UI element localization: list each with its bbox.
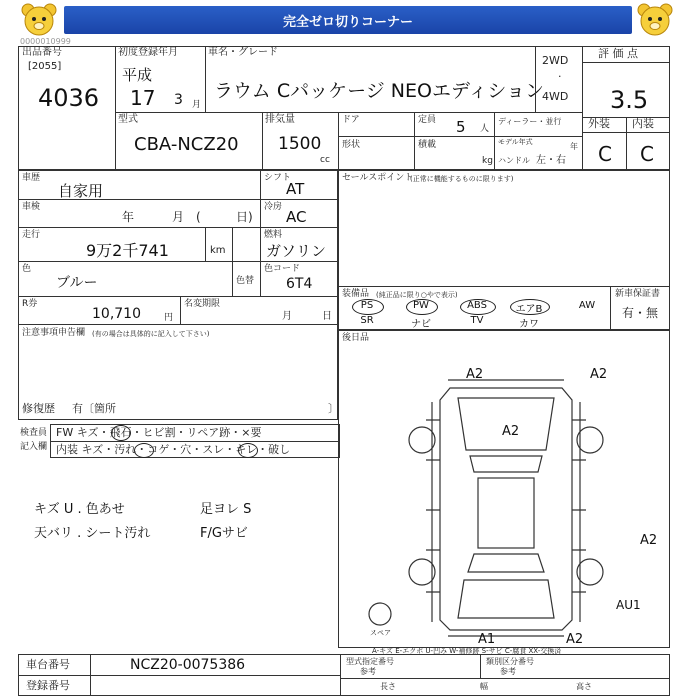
spare-wheel <box>369 603 391 625</box>
handwritten-1b: 足ヨレ S <box>200 502 252 517</box>
equipment-label: 装備品 <box>342 289 370 299</box>
registration-month-unit: 月 <box>192 100 202 110</box>
capacity-label: 定員 <box>418 115 437 125</box>
shape-label: 形状 <box>342 140 361 150</box>
page-banner: 完全ゼロ切りコーナー <box>64 6 632 34</box>
equip-airbag: エアB <box>515 304 543 315</box>
model-value: CBA-NCZ20 <box>134 134 239 155</box>
rear-label: 後日品 <box>342 333 370 343</box>
mark-rear-right: A2 <box>566 632 584 647</box>
recycle-unit: 円 <box>164 313 174 323</box>
registration-label: 初度登録年月 <box>118 47 178 58</box>
color-label: 色 <box>22 264 32 274</box>
wheel-front-right <box>577 427 603 453</box>
car-name: ラウム Cパッケージ NEOエディション <box>214 80 545 102</box>
score-label: 評 価 点 <box>598 47 638 60</box>
recycle-label: R券 <box>22 299 38 309</box>
equip-aw: AW <box>578 300 596 311</box>
equip-sr: SR <box>360 315 374 326</box>
equip-pw: PW <box>413 300 429 311</box>
doors-label: ドア <box>342 115 360 125</box>
mark-front-left: A2 <box>466 367 484 382</box>
mark-rear-quarter: AU1 <box>616 598 641 612</box>
type-designation-label: 型式指定番号 <box>346 657 394 666</box>
capacity-value: 5 <box>456 118 466 136</box>
color-value: ブルー <box>56 275 98 291</box>
aircon-value: AC <box>286 208 307 226</box>
aircon-label: 冷房 <box>264 202 283 212</box>
chassis-label: 車台番号 <box>26 658 70 671</box>
exterior-label: 外装 <box>588 117 610 130</box>
inspection-label: 車検 <box>22 202 41 212</box>
mileage-unit: km <box>210 245 226 256</box>
registration-year: 17 <box>130 86 156 110</box>
fuel-value: ガソリン <box>266 242 327 260</box>
displacement-label: 排気量 <box>265 114 295 125</box>
equip-ps: PS <box>360 300 374 311</box>
mark-right-side: A2 <box>640 533 658 548</box>
handwritten-2a: 天バリ . シート汚れ <box>34 526 151 541</box>
inspector-label-2: 記入欄 <box>20 442 48 452</box>
fuel-label: 燃料 <box>264 230 283 240</box>
handle-value: 左・右 <box>536 155 566 166</box>
top-faint-number: 0000010999 <box>20 37 71 46</box>
shift-value: AT <box>286 180 305 198</box>
dim-width: 幅 <box>480 682 488 691</box>
color-code-label: 色コード <box>264 264 301 274</box>
load-label: 積載 <box>418 140 437 150</box>
diagram-legend: A-キズ E-エクボ U-凹み W-補修跡 S-サビ C-腐食 XX-交換済 <box>372 647 562 655</box>
sales-point-note: (正常に機能するものに限ります) <box>410 175 514 183</box>
wheel-rear-left <box>409 559 435 585</box>
bear-mascot-icon-right <box>636 2 674 38</box>
inspection-month: 月 <box>172 210 185 224</box>
capacity-unit: 人 <box>480 124 490 134</box>
registration-era: 平成 <box>122 66 153 84</box>
class-number-label: 類別区分番号 <box>486 657 534 666</box>
warranty-value: 有・無 <box>622 306 659 320</box>
inspector-label: 検査員 <box>20 428 48 438</box>
class-number-ref: 参考 <box>500 667 516 676</box>
equip-abs: ABS <box>467 300 487 311</box>
interior-label: 内装 <box>632 117 654 130</box>
mark-hood: A2 <box>502 424 520 439</box>
drive-4wd: 4WD <box>542 90 569 103</box>
wheel-rear-right <box>577 559 603 585</box>
spare-label: スペア <box>370 629 391 637</box>
type-designation-ref: 参考 <box>360 667 376 676</box>
model-year-label: モデル年式 <box>498 138 533 146</box>
chassis-value: NCZ20-0075386 <box>130 657 246 673</box>
inspection-day: 日) <box>236 210 253 224</box>
warranty-label: 新車保証書 <box>615 289 661 299</box>
equip-tv: TV <box>470 315 484 326</box>
handwritten-1a: キズ U . 色あせ <box>34 502 125 517</box>
mark-front-right: A2 <box>590 367 608 382</box>
model-label: 型式 <box>118 114 138 125</box>
history-value: 自家用 <box>58 182 104 200</box>
lot-number: 4036 <box>38 84 100 112</box>
repair-close: 〕 <box>328 402 339 415</box>
handle-label: ハンドル <box>498 156 530 165</box>
sales-point-label: セールスポイント <box>342 173 414 183</box>
displacement-value: 1500 <box>278 134 322 154</box>
lot-label: 出品番号 <box>22 47 62 58</box>
repair-label: 修復歴 <box>22 402 55 415</box>
plate-label: 登録番号 <box>26 679 70 692</box>
sales-frame <box>338 170 670 330</box>
mileage-value: 9万2千741 <box>86 241 169 260</box>
inspection-day-open: ( <box>196 210 201 224</box>
repair-value: 有〔箇所 <box>72 402 116 415</box>
mileage-label: 走行 <box>22 230 41 240</box>
equip-navi: ナビ <box>411 319 431 330</box>
inspector-row-1: FW キズ・飛石・ヒビ割・リペア跡・×要 <box>56 426 262 439</box>
score-value: 3.5 <box>610 86 649 114</box>
history-label: 車歴 <box>22 173 41 183</box>
dim-length: 長さ <box>380 682 396 691</box>
shift-label: シフト <box>264 173 292 183</box>
color-change-label: 色替 <box>236 276 255 286</box>
handwritten-2b: F/Gサビ <box>200 526 248 541</box>
notes-sub: (有の場合は具体的に記入して下さい) <box>92 330 210 338</box>
exterior-grade: C <box>598 142 612 166</box>
inspection-year: 年 <box>122 210 135 224</box>
notes-label: 注意事項申告欄 <box>22 328 86 338</box>
load-unit: kg <box>482 156 493 166</box>
dim-height: 高さ <box>576 682 592 691</box>
mark-rear-left: A1 <box>478 632 496 647</box>
deadline-label: 名変期限 <box>184 299 221 309</box>
equipment-note: (純正品に限り○やで表示) <box>376 291 458 299</box>
car-name-label: 車名・グレード <box>208 47 278 58</box>
registration-month: 3 <box>174 92 183 108</box>
inspector-row-2: 内装 キズ・汚れ・コゲ・穴・スレ・キレ・破し <box>56 443 291 456</box>
recycle-value: 10,710 <box>92 306 141 322</box>
wheel-front-left <box>409 427 435 453</box>
dealer-label: ディーラー・並行 <box>498 117 562 126</box>
deadline-day: 日 <box>322 311 332 322</box>
interior-grade: C <box>640 142 654 166</box>
bear-mascot-icon-left <box>20 2 58 38</box>
color-code: 6T4 <box>286 276 313 292</box>
displacement-unit: cc <box>320 155 330 165</box>
equip-leather: カワ <box>519 319 539 330</box>
deadline-month: 月 <box>282 311 292 322</box>
drive-2wd: 2WD <box>542 54 569 67</box>
lot-code: [2055] <box>28 61 62 72</box>
model-year-unit: 年 <box>570 142 578 151</box>
